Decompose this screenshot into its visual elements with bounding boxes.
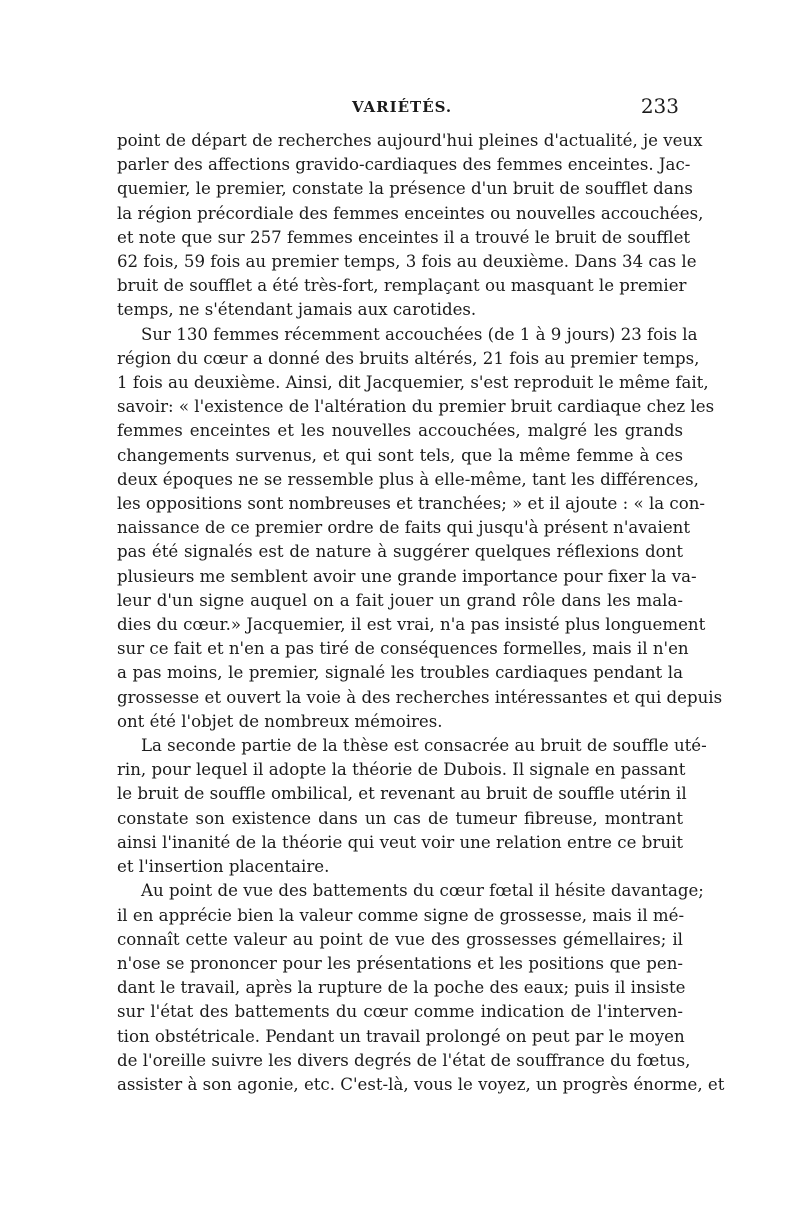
page-header — [117, 92, 683, 122]
text-line: les oppositions sont nombreuses et tranchées; » et il ajoute : « la con- — [117, 494, 705, 514]
text-line: pas été signalés est de nature à suggérer quelques réflexions dont — [117, 542, 683, 562]
text-line: leur d'un signe auquel on a fait jouer un grand rôle dans les mala- — [117, 590, 683, 610]
text-line: il en apprécie bien la valeur comme signe de grossesse, mais il mé- — [117, 905, 685, 925]
text-line: tion obstétricale. Pendant un travail prolongé on peut par le moyen — [117, 1026, 685, 1046]
text-line: Sur 130 femmes récemment accouchées (de 1 à 9 jours) 23 fois la — [141, 324, 698, 344]
text-line: point de départ de recherches aujourd'hui pleines d'actualité, je veux — [117, 131, 703, 150]
text-line: sur ce fait et n'en a pas tiré de conséquences formelles, mais il n'en — [117, 639, 689, 659]
text-line: la région précordiale des femmes enceintes ou nouvelles accouchées, — [117, 203, 704, 223]
paragraph — [117, 734, 707, 879]
text-line: connaît cette valeur au point de vue des grossesses gémellaires; il — [117, 929, 683, 949]
text-line: savoir: « l'existence de l'altération du premier bruit cardiaque chez les — [117, 397, 715, 417]
text-line: et note que sur 257 femmes enceintes il a trouvé le bruit de soufflet — [117, 227, 691, 247]
text-line: assister à son agonie, etc. C'est-là, vous le voyez, un progrès énorme, et — [117, 1074, 725, 1094]
text-line: bruit de soufflet a été très-fort, remplaçant ou masquant le premier — [117, 276, 687, 296]
text-line: 1 fois au deuxième. Ainsi, dit Jacquemier, s'est reproduit le même fait, — [117, 373, 709, 393]
text-line: deux époques ne se ressemble plus à elle-même, tant les différences, — [117, 469, 699, 489]
text-line: grossesse et ouvert la voie à des recherches intéressantes et qui depuis — [117, 687, 723, 707]
text-line: quemier, le premier, constate la présence d'un bruit de soufflet dans — [117, 179, 693, 199]
text-line: ont été l'objet de nombreux mémoires. — [117, 711, 443, 731]
body-text — [117, 129, 725, 1097]
text-line: dies du cœur.» Jacquemier, il est vrai, n'a pas insisté plus longuement — [117, 615, 706, 635]
text-line: La seconde partie de la thèse est consacrée au bruit de souffle uté- — [141, 736, 707, 756]
text-line: rin, pour lequel il adopte la théorie de Dubois. Il signale en passant — [117, 760, 686, 780]
text-line: temps, ne s'étendant jamais aux carotides. — [117, 300, 477, 320]
text-line: constate son existence dans un cas de tumeur fibreuse, montrant — [117, 808, 683, 828]
text-line: Au point de vue des battements du cœur fœtal il hésite davantage; — [141, 881, 704, 901]
text-line: plusieurs me semblent avoir une grande importance pour fixer la va- — [117, 566, 697, 586]
text-line: sur l'état des battements du cœur comme indication de l'interven- — [117, 1002, 683, 1022]
text-line: femmes enceintes et les nouvelles accouchées, malgré les grands — [117, 421, 683, 441]
text-line: et l'insertion placentaire. — [117, 857, 330, 877]
text-line: le bruit de souffle ombilical, et revenant au bruit de souffle utérin il — [117, 784, 687, 804]
paragraph — [117, 323, 723, 734]
text-line: région du cœur a donné des bruits altérés, 21 fois au premier temps, — [117, 348, 700, 368]
text-line: de l'oreille suivre les divers degrés de l'état de souffrance du fœtus, — [117, 1050, 691, 1070]
text-line: parler des affections gravido-cardiaques des femmes enceintes. Jac- — [117, 155, 691, 175]
paragraph — [117, 879, 725, 1097]
text-line: a pas moins, le premier, signalé les troubles cardiaques pendant la — [117, 663, 683, 683]
text-line: 62 fois, 59 fois au premier temps, 3 fois au deuxième. Dans 34 cas le — [117, 252, 697, 272]
text-line: naissance de ce premier ordre de faits qui jusqu'à présent n'avaient — [117, 518, 691, 538]
text-line: n'ose se prononcer pour les présentations et les positions que pen- — [117, 953, 683, 973]
paragraph — [117, 129, 704, 323]
running-head: VARIÉTÉS. — [352, 98, 453, 116]
page-number: 233 — [640, 94, 679, 118]
text-line: changements survenus, et qui sont tels, que la même femme à ces — [117, 445, 683, 465]
text-line: dant le travail, après la rupture de la poche des eaux; puis il insiste — [117, 978, 686, 998]
text-line: ainsi l'inanité de la théorie qui veut voir une relation entre ce bruit — [117, 832, 683, 852]
